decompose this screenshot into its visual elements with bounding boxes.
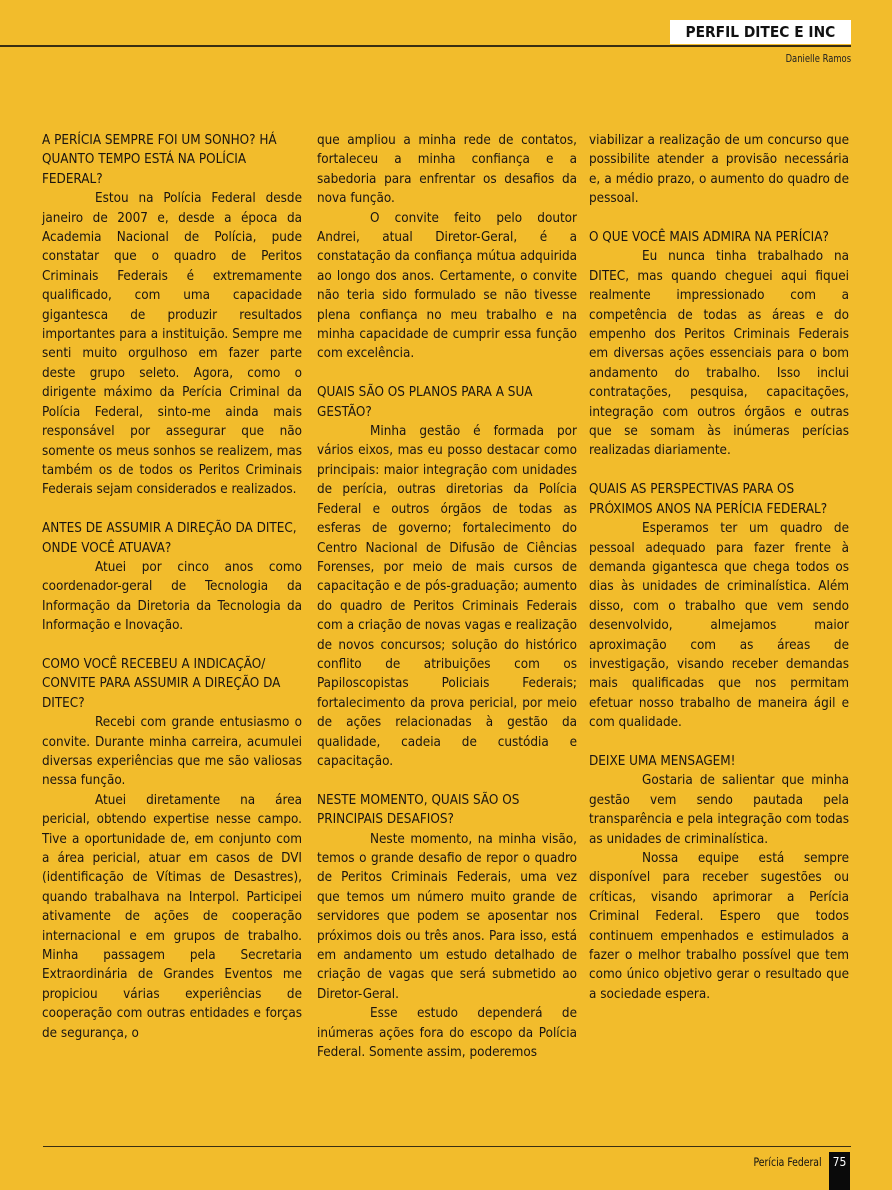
interview-question: QUAIS SÃO OS PLANOS PARA A SUA GESTÃO? <box>317 385 533 420</box>
interview-question: COMO VOCÊ RECEBEU A INDICAÇÃO/ CONVITE PARA ASSUMIR A DIREÇÃO DA DITEC? <box>42 656 281 711</box>
continued-paragraph: viabilizar a realização de um concurso que possibilite atender a provisão necessária e, a médio prazo, o aumento do quadro de pessoal. <box>589 133 849 207</box>
interview-answer: Neste momento, na minha visão, temos o grande desafio de repor o quadro de Peritos Criminais Federais, uma vez que temos um número muito grande de servidores que podem se aposentar nos próximos dois ou três anos. Para isso, está em andamento um estudo detalhado de criação de vagas que será submetido ao Diretor-Geral. <box>317 831 577 1002</box>
author-byline: Danielle Ramos <box>785 52 851 65</box>
paragraph-gap <box>42 500 302 519</box>
interview-answer: Esperamos ter um quadro de pessoal adequado para fazer frente à demanda gigantesca que chega todos os dias às unidades de criminalística. Além disso, com o trabalho que vem sendo desenvolvido, almejamos maior aproximação com as áreas de investigação, visando receber demandas mais qualificadas que nos permitam efetuar nosso trabalho de maneira ágil e com qualidade. <box>589 521 849 731</box>
interview-question: DEIXE UMA MENSAGEM! <box>589 753 736 769</box>
paragraph-gap <box>589 209 849 228</box>
section-title-box <box>670 20 851 44</box>
interview-answer: Eu nunca tinha trabalhado na DITEC, mas quando cheguei aqui fiquei realmente impressionado com a competência de todas as áreas e do empenho dos Peritos Criminais Federais em diversas ações essenciais para o bom andamento do trabalho. Isso inclui contratações, pesquisa, capacitações, integração com outros órgãos e outras que se somam às inúmeras perícias realizadas diariamente. <box>589 249 849 459</box>
interview-answer: Nossa equipe está sempre disponível para receber sugestões ou críticas, visando aprimorar a Perícia Criminal Federal. Espero que todos continuem empenhados e estimulados a fazer o melhor trabalho possível que tem como único objetivo gerar o resultado que a sociedade espera. <box>589 850 849 1002</box>
interview-question: QUAIS AS PERSPECTIVAS PARA OS PRÓXIMOS ANOS NA PERÍCIA FEDERAL? <box>589 482 828 517</box>
paragraph-gap <box>589 461 849 480</box>
interview-question: NESTE MOMENTO, QUAIS SÃO OS PRINCIPAIS DESAFIOS? <box>317 792 520 828</box>
interview-answer: O convite feito pelo doutor Andrei, atual Diretor-Geral, é a constatação da confiança mútua adquirida ao longo dos anos. Certamente, o convite não teria sido formulado se não tivesse plena confiança no meu trabalho e na minha capacidade de cumprir essa função com excelência. <box>317 210 577 362</box>
paragraph-gap <box>317 771 577 790</box>
paragraph-gap <box>317 364 577 383</box>
continued-paragraph: que ampliou a minha rede de contatos, fortaleceu a minha confiança e a sabedoria para enfrentar os desafios da nova função. <box>317 133 577 207</box>
footer-rule <box>43 1146 851 1147</box>
magazine-name: Perícia Federal <box>753 1155 822 1169</box>
interview-question: A PERÍCIA SEMPRE FOI UM SONHO? HÁ QUANTO TEMPO ESTÁ NA POLÍCIA FEDERAL? <box>42 133 277 187</box>
paragraph-gap <box>589 733 849 752</box>
interview-answer: Gostaria de salientar que minha gestão vem sendo pautada pela transparência e pela integração com todas as unidades de criminalística. <box>589 773 849 847</box>
interview-answer: Estou na Polícia Federal desde janeiro de 2007 e, desde a época da Academia Nacional de Polícia, pude constatar que o quadro de Peritos Criminais Federais é extremamente qualificado, com uma capacidade gigantesca de produzir resultados importantes para a instituição. Sempre me senti muito orgulhoso em fazer parte deste grupo seleto. Agora, como o dirigente máximo da Perícia Criminal da Polícia Federal, sinto-me ainda mais responsável por assegurar que não somente os meus sonhos se realizem, mas também os de todos os Peritos Criminais Federais sejam considerados e realizados. <box>42 191 302 498</box>
interview-answer: Esse estudo dependerá de inúmeras ações fora do escopo da Polícia Federal. Somente assim, poderemos <box>317 1006 577 1061</box>
section-title: PERFIL DITEC E INC <box>685 23 836 41</box>
interview-question: ANTES DE ASSUMIR A DIREÇÃO DA DITEC, ONDE VOCÊ ATUAVA? <box>42 521 297 556</box>
article-column-1 <box>42 131 302 1043</box>
interview-answer: Atuei diretamente na área pericial, obtendo expertise nesse campo. Tive a oportunidade de, em conjunto com a área pericial, atuar em casos de DVI (identificação de Vítimas de Desastres), quando trabalhava na Interpol. Participei ativamente de ações de cooperação internacional e em grupos de trabalho. Minha passagem pela Secretaria Extraordinária de Grandes Eventos me propiciou várias experiências de cooperação com outras entidades e forças de segurança, o <box>42 792 302 1041</box>
interview-answer: Atuei por cinco anos como coordenador-geral de Tecnologia da Informação da Diretoria da Tecnologia da Informação e Inovação. <box>42 559 302 634</box>
page-number-box <box>829 1152 850 1190</box>
article-column-3 <box>589 131 849 1004</box>
paragraph-gap <box>42 636 302 655</box>
page-number: 75 <box>832 1155 847 1169</box>
header-rule <box>0 45 851 47</box>
article-column-2 <box>317 131 577 1062</box>
interview-answer: Recebi com grande entusiasmo o convite. Durante minha carreira, acumulei diversas experiências que me são valiosas nessa função. <box>42 715 302 789</box>
interview-question: O QUE VOCÊ MAIS ADMIRA NA PERÍCIA? <box>589 230 829 246</box>
interview-answer: Minha gestão é formada por vários eixos, mas eu posso destacar como principais: maior integração com unidades de perícia, outras diretorias da Polícia Federal e outros órgãos de todas as esferas de governo; fortalecimento do Centro Nacional de Difusão de Ciências Forenses, por meio de mais cursos de capacitação e de pós-graduação; aumento do quadro de Peritos Criminais Federais com a criação de novas vagas e realização de novos concursos; solução do histórico conflito de atribuições com os Papiloscopistas Policiais Federais; fortalecimento da prova pericial, por meio de ações relacionadas à gestão da qualidade, cadeia de custódia e capacitação. <box>317 424 577 769</box>
